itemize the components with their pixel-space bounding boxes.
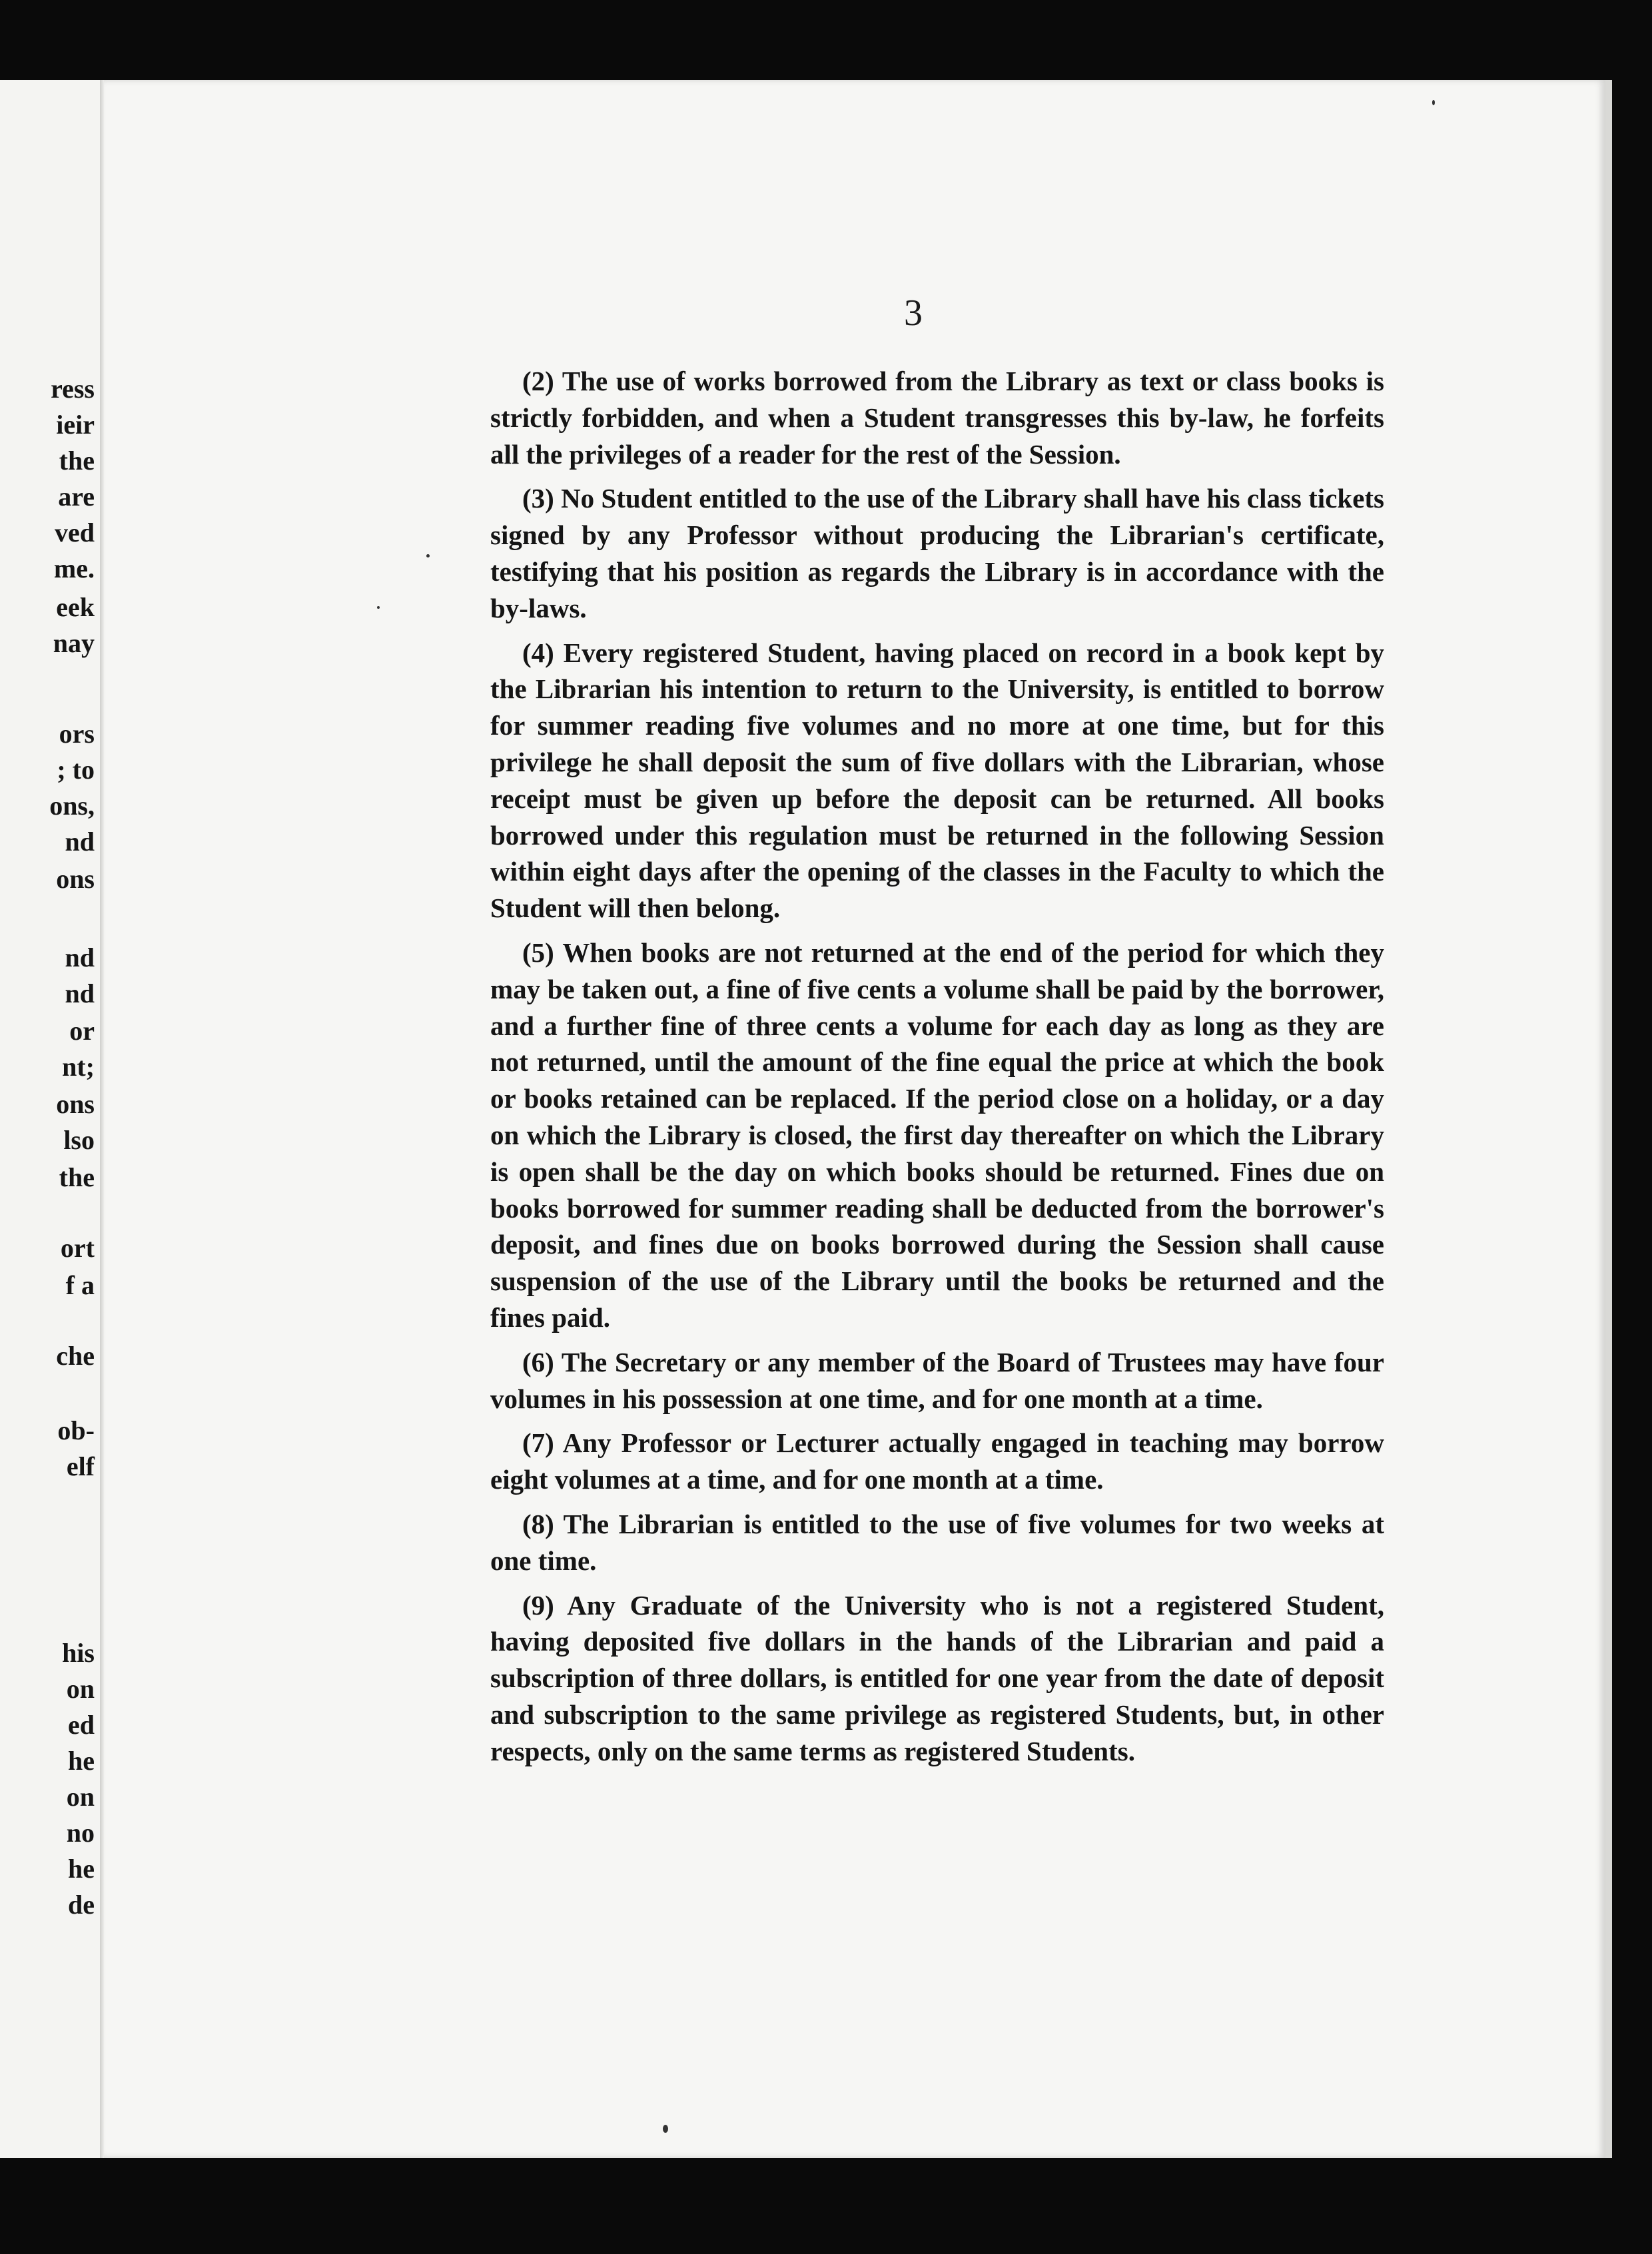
ink-speck [663, 2125, 668, 2133]
prev-page-fragment: f a [65, 1270, 95, 1300]
prev-page-fragment: nd [65, 978, 95, 1008]
prev-page-fragment: elf [66, 1451, 95, 1481]
prev-page-fragment: nd [65, 827, 95, 857]
body-text [490, 363, 1384, 1777]
bylaw-paragraph-2: (2) The use of works borrowed from the Library as text or class books is strictly forbidden, and when a Student transgresses this by-law, he forfeits all the privileges of a reader for the rest of the Session. [490, 366, 1384, 470]
prev-page-fragment: ob- [57, 1415, 95, 1445]
prev-page-fragment: ons [56, 864, 95, 894]
ink-speck [1432, 100, 1435, 105]
prev-page-fragment: lso [63, 1125, 95, 1155]
prev-page-fragment: ress [51, 374, 95, 404]
prev-page-fragment: che [56, 1341, 95, 1371]
prev-page-fragment: ed [68, 1710, 95, 1740]
previous-page-edge [0, 80, 100, 2158]
bylaw-paragraph-4: (4) Every registered Student, having placed on record in a book kept by the Librarian his intention to return to the University, is entitled to borrow for summer reading five volumes and no more at one time, but for this privilege he shall deposit the sum of five dollars with the Librarian, whose receipt must be given up before the deposit can be returned. All books borrowed under this regulation must be returned in the following Session within eight days after the opening of the classes in the Faculty to which the Student will then belong. [490, 637, 1384, 924]
prev-page-fragment: ons [56, 1089, 95, 1119]
prev-page-fragment: he [68, 1746, 95, 1776]
prev-page-fragment: eek [56, 592, 95, 622]
prev-page-fragment: on [66, 1674, 95, 1704]
prev-page-fragment: ieir [56, 410, 95, 440]
bylaw-paragraph-6: (6) The Secretary or any member of the Board of Trustees may have four volumes in his possession at one time, and for one month at a time. [490, 1346, 1384, 1414]
bylaw-paragraph-7: (7) Any Professor or Lecturer actually engaged in teaching may borrow eight volumes at a time, and for one month at a time. [490, 1427, 1384, 1495]
page-edge [1605, 80, 1612, 2158]
bylaw-paragraph-8: (8) The Librarian is entitled to the use of five volumes for two weeks at one time. [490, 1508, 1384, 1576]
prev-page-fragment: are [58, 482, 95, 512]
prev-page-fragment: nd [65, 942, 95, 972]
prev-page-fragment: or [69, 1016, 95, 1046]
prev-page-fragment: no [66, 1818, 95, 1848]
prev-page-fragment: the [59, 446, 95, 476]
bylaw-paragraph-3: (3) No Student entitled to the use of the Library shall have his class tickets signed by any Professor without producing the Librarian's certificate, testifying that his position as regards the Library is in accordance with the by-laws. [490, 483, 1384, 623]
prev-page-fragment: ons, [49, 791, 95, 821]
bylaw-paragraph-9: (9) Any Graduate of the University who is not a registered Student, having deposited five dollars in the hands of the Librarian and paid a subscription of three dollars, is entitled for one year from the date of deposit and subscription to the same privilege as registered Students, but, in other respects, only on the same terms as registered Students. [490, 1589, 1384, 1766]
ink-speck [426, 554, 430, 558]
prev-page-fragment: de [68, 1890, 95, 1920]
ink-speck [377, 606, 380, 609]
prev-page-fragment: his [62, 1638, 95, 1668]
prev-page-fragment: ort [60, 1233, 95, 1263]
prev-page-fragment: he [68, 1854, 95, 1884]
bylaw-paragraph-5: (5) When books are not returned at the end of the period for which they may be taken out, a fine of five cents a volume shall be paid by the borrower, and a further fine of three cents a volume for each day as long as they are not returned, until the amount of the fine equal the price at which the book or books retained can be replaced. If the period close on a holiday, or a day on which the Library is closed, the first day thereafter on which the Library is open shall be the day on which books should be returned. Fines due on books borrowed for summer reading shall be deducted from the borrower's deposit, and fines due on books borrowed during the Session shall cause suspension of the use of the Library until the books be returned and the fines paid. [490, 937, 1384, 1333]
prev-page-fragment: ; to [57, 755, 95, 785]
page-number: 3 [904, 292, 923, 334]
prev-page-fragment: ors [59, 719, 95, 749]
prev-page-fragment: ved [55, 518, 95, 548]
prev-page-fragment: the [59, 1162, 95, 1192]
prev-page-fragment: nt; [62, 1052, 95, 1082]
prev-page-fragment: nay [53, 628, 95, 658]
prev-page-fragment: me. [53, 554, 95, 583]
prev-page-fragment: on [66, 1782, 95, 1812]
